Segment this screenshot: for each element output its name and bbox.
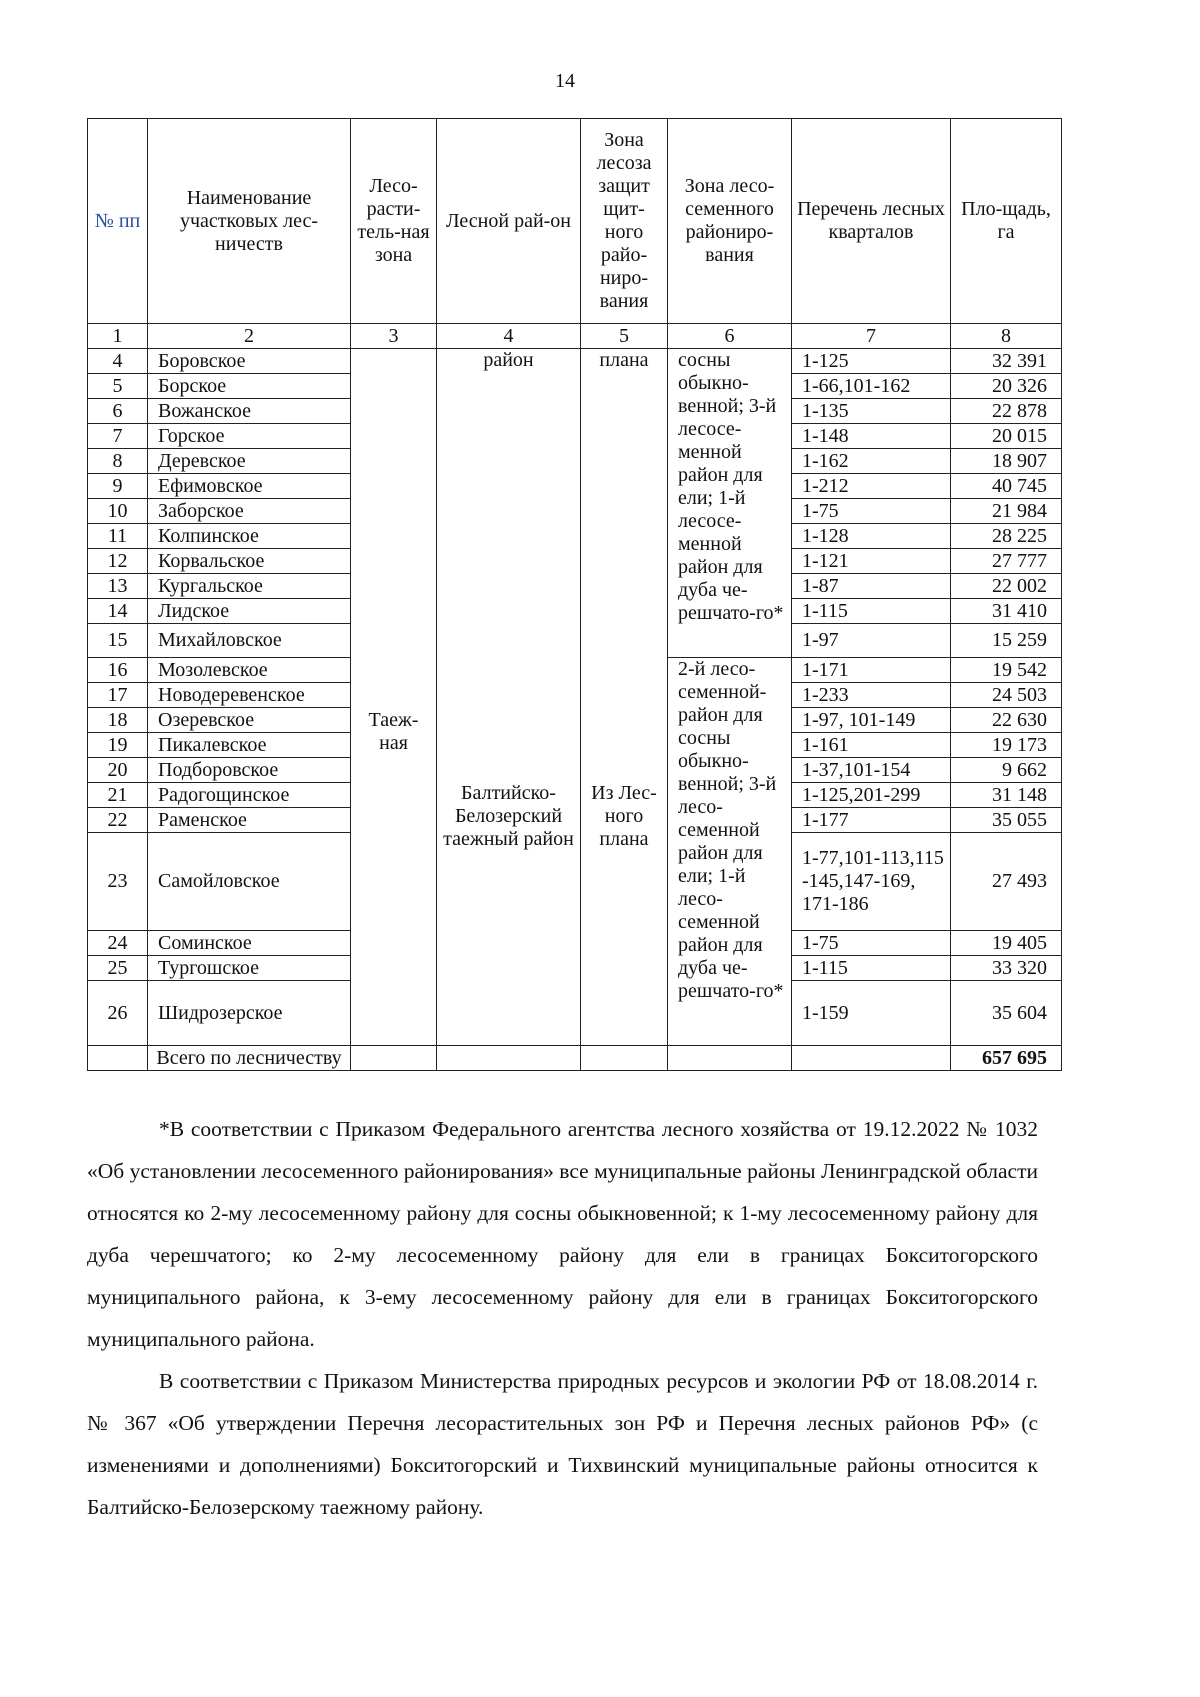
header-protect: Зона лесоза защит щит-ного райо-ниро-вания xyxy=(581,119,668,324)
quarters-list: 1-77,101-113,115 -145,147-169, 171-186 xyxy=(792,833,951,931)
empty-cell xyxy=(88,1046,148,1071)
quarters-list: 1-212 xyxy=(792,474,951,499)
quarters-list: 1-171 xyxy=(792,658,951,683)
empty-cell xyxy=(792,1046,951,1071)
row-number: 7 xyxy=(88,424,148,449)
forestry-name: Михайловское xyxy=(148,624,351,658)
area-value: 28 225 xyxy=(951,524,1062,549)
row-number: 9 xyxy=(88,474,148,499)
header-name: Наименование участковых лес-ничеств xyxy=(148,119,351,324)
area-value: 31 148 xyxy=(951,783,1062,808)
forestry-name: Радогощинское xyxy=(148,783,351,808)
forestry-name: Корвальское xyxy=(148,549,351,574)
col-number: 6 xyxy=(668,324,792,349)
quarters-list: 1-97 xyxy=(792,624,951,658)
table-body xyxy=(88,349,1062,1071)
column-number-row xyxy=(88,324,1062,349)
forestry-name: Кургальское xyxy=(148,574,351,599)
area-value: 33 320 xyxy=(951,956,1062,981)
forestry-name: Мозолевское xyxy=(148,658,351,683)
area-value: 19 173 xyxy=(951,733,1062,758)
quarters-list: 1-121 xyxy=(792,549,951,574)
row-number: 10 xyxy=(88,499,148,524)
total-label: Всего по лесничеству xyxy=(148,1046,351,1071)
row-number: 20 xyxy=(88,758,148,783)
forestry-name: Вожанское xyxy=(148,399,351,424)
forestry-name: Подборовское xyxy=(148,758,351,783)
area-value: 21 984 xyxy=(951,499,1062,524)
forestry-name: Самойловское xyxy=(148,833,351,931)
forestry-table xyxy=(87,118,1062,1071)
header-seed: Зона лесо-семенного райониро-вания xyxy=(668,119,792,324)
forestry-name: Тургошское xyxy=(148,956,351,981)
area-value: 32 391 xyxy=(951,349,1062,374)
quarters-list: 1-75 xyxy=(792,931,951,956)
area-value: 19 542 xyxy=(951,658,1062,683)
empty-cell xyxy=(668,1046,792,1071)
empty-cell xyxy=(351,1046,437,1071)
quarters-list: 1-66,101-162 xyxy=(792,374,951,399)
forestry-name: Озеревское xyxy=(148,708,351,733)
footnote-2: В соответствии с Приказом Министерства природных ресурсов и экологии РФ от 18.08.2014 г. № 367 «Об утверждении Перечня лесорастительных зон РФ и Перечня лесных районов РФ» (с изменениями и дополнениями) Бокситогорский и Тихвинский муниципальные районы относится к Балтийско-Белозерскому таежному району. xyxy=(87,1369,1038,1519)
region-cell xyxy=(437,349,581,1046)
row-number: 21 xyxy=(88,783,148,808)
quarters-list: 1-233 xyxy=(792,683,951,708)
header-zone: Лесо-расти-тель-ная зона xyxy=(351,119,437,324)
row-number: 17 xyxy=(88,683,148,708)
quarters-list: 1-75 xyxy=(792,499,951,524)
quarters-list: 1-87 xyxy=(792,574,951,599)
quarters-list: 1-159 xyxy=(792,981,951,1046)
row-number: 26 xyxy=(88,981,148,1046)
table-row xyxy=(88,349,1062,374)
page-number: 14 xyxy=(555,70,575,92)
area-value: 15 259 xyxy=(951,624,1062,658)
seed-zone-cell-b: 2-й лесо-семенной-район для сосны обыкно-венной; 3-й лесо-семенной район для ели; 1-й лесо-семенной район для дуба че-решчато-го* xyxy=(668,658,792,1046)
header-num: № пп xyxy=(88,119,148,324)
col-number: 2 xyxy=(148,324,351,349)
header-area: Пло-щадь, га xyxy=(951,119,1062,324)
forestry-name: Боровское xyxy=(148,349,351,374)
area-value: 9 662 xyxy=(951,758,1062,783)
col-number: 8 xyxy=(951,324,1062,349)
row-number: 6 xyxy=(88,399,148,424)
header-region: Лесной рай-он xyxy=(437,119,581,324)
area-value: 24 503 xyxy=(951,683,1062,708)
row-number: 24 xyxy=(88,931,148,956)
forestry-name: Борское xyxy=(148,374,351,399)
quarters-list: 1-177 xyxy=(792,808,951,833)
row-number: 15 xyxy=(88,624,148,658)
quarters-list: 1-125,201-299 xyxy=(792,783,951,808)
col-number: 5 xyxy=(581,324,668,349)
row-number: 16 xyxy=(88,658,148,683)
forestry-name: Ефимовское xyxy=(148,474,351,499)
protect-top: плана xyxy=(599,349,649,371)
seed-zone-cell-a: сосны обыкно-венной; 3-й лесосе-менной район для ели; 1-й лесосе-менной район для дуба че-решчато-го* xyxy=(668,349,792,658)
quarters-list: 1-115 xyxy=(792,599,951,624)
area-value: 35 604 xyxy=(951,981,1062,1046)
row-number: 14 xyxy=(88,599,148,624)
forestry-name: Заборское xyxy=(148,499,351,524)
forestry-name: Горское xyxy=(148,424,351,449)
col-number: 7 xyxy=(792,324,951,349)
col-number: 1 xyxy=(88,324,148,349)
forestry-name: Лидское xyxy=(148,599,351,624)
forestry-name: Пикалевское xyxy=(148,733,351,758)
quarters-list: 1-115 xyxy=(792,956,951,981)
area-value: 31 410 xyxy=(951,599,1062,624)
quarters-list: 1-148 xyxy=(792,424,951,449)
row-number: 11 xyxy=(88,524,148,549)
row-number: 13 xyxy=(88,574,148,599)
total-row xyxy=(88,1046,1062,1071)
protect-text: Из Лес-ного плана xyxy=(591,782,657,850)
area-value: 40 745 xyxy=(951,474,1062,499)
quarters-list: 1-125 xyxy=(792,349,951,374)
quarters-list: 1-161 xyxy=(792,733,951,758)
area-value: 19 405 xyxy=(951,931,1062,956)
row-number: 5 xyxy=(88,374,148,399)
row-number: 12 xyxy=(88,549,148,574)
forestry-name: Деревское xyxy=(148,449,351,474)
footnote-1: *В соответствии с Приказом Федерального агентства лесного хозяйства от 19.12.2022 № 1032 «Об установлении лесосеменного районирования» все муниципальные районы Ленинградской области относятся ко 2-му лесосеменному району для сосны обыкновенной; к 1-му лесосеменному району для дуба черешчатого; ко 2-му лесосеменному району для ели в границах Бокситогорского муниципального района, к 3-ему лесосеменному району для ели в границах Бокситогорского муниципального района. xyxy=(87,1117,1038,1351)
row-number: 22 xyxy=(88,808,148,833)
footnote-block xyxy=(87,1108,1038,1528)
area-value: 22 878 xyxy=(951,399,1062,424)
row-number: 23 xyxy=(88,833,148,931)
header-quarters: Перечень лесных кварталов xyxy=(792,119,951,324)
area-value: 27 777 xyxy=(951,549,1062,574)
region-top: район xyxy=(483,349,534,371)
quarters-list: 1-162 xyxy=(792,449,951,474)
area-value: 22 002 xyxy=(951,574,1062,599)
row-number: 25 xyxy=(88,956,148,981)
zone-cell: Таеж-ная xyxy=(351,349,437,1046)
area-value: 35 055 xyxy=(951,808,1062,833)
quarters-list: 1-37,101-154 xyxy=(792,758,951,783)
row-number: 19 xyxy=(88,733,148,758)
quarters-list: 1-135 xyxy=(792,399,951,424)
quarters-list: 1-97, 101-149 xyxy=(792,708,951,733)
forestry-name: Шидрозерское xyxy=(148,981,351,1046)
region-text: Балтийско-Белозерский таежный район xyxy=(443,782,574,850)
row-number: 8 xyxy=(88,449,148,474)
forestry-name: Раменское xyxy=(148,808,351,833)
col-number: 4 xyxy=(437,324,581,349)
empty-cell xyxy=(581,1046,668,1071)
protect-cell xyxy=(581,349,668,1046)
empty-cell xyxy=(437,1046,581,1071)
forestry-name: Колпинское xyxy=(148,524,351,549)
area-value: 20 326 xyxy=(951,374,1062,399)
forestry-name: Соминское xyxy=(148,931,351,956)
area-value: 18 907 xyxy=(951,449,1062,474)
row-number: 4 xyxy=(88,349,148,374)
col-number: 3 xyxy=(351,324,437,349)
forestry-name: Новодеревенское xyxy=(148,683,351,708)
area-value: 22 630 xyxy=(951,708,1062,733)
total-area: 657 695 xyxy=(951,1046,1062,1071)
area-value: 20 015 xyxy=(951,424,1062,449)
quarters-list: 1-128 xyxy=(792,524,951,549)
row-number: 18 xyxy=(88,708,148,733)
area-value: 27 493 xyxy=(951,833,1062,931)
